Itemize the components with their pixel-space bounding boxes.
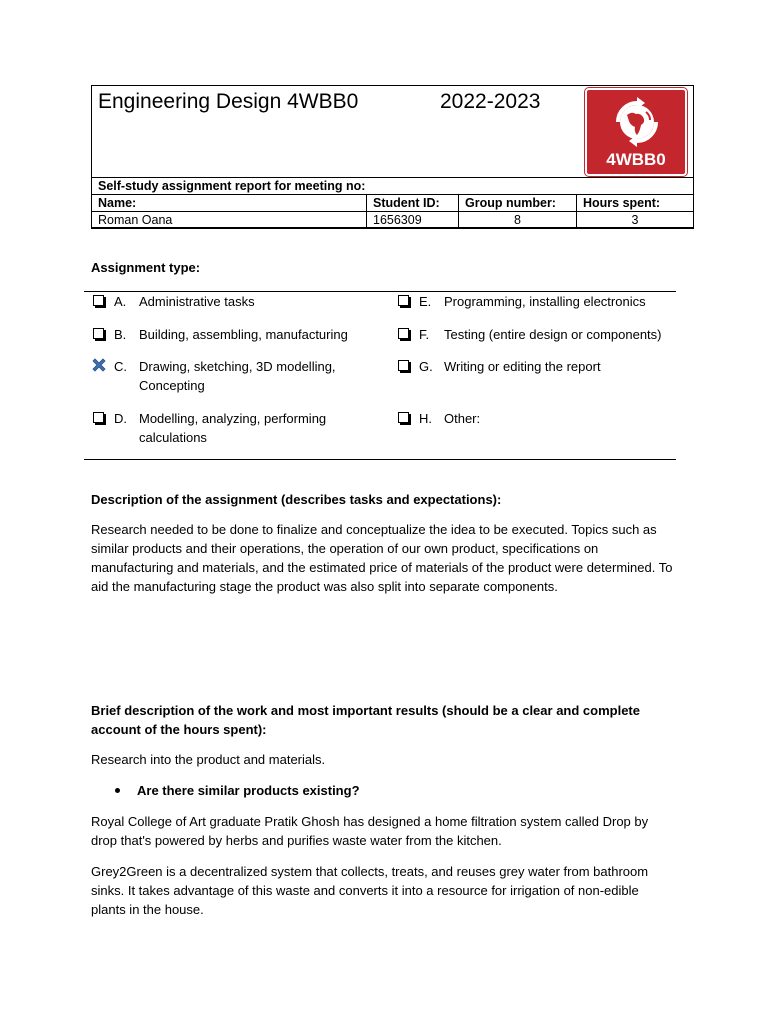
checkbox-icon[interactable]	[93, 412, 104, 423]
work-para-2: Grey2Green is a decentralized system that collects, treats, and reuses grey water from bathroom sinks. It takes advantage of this waste and converts it into a resource for irrigation of non-edible plants in the house.	[91, 864, 649, 917]
assignment-bottom-divider	[84, 459, 676, 460]
work-intro: Research into the product and materials.	[91, 752, 326, 767]
bullet-text: Are there similar products existing?	[137, 783, 360, 798]
checkbox-icon[interactable]	[93, 295, 104, 306]
assignment-type-label: Assignment type:	[91, 260, 201, 275]
bullet-dot	[115, 788, 120, 793]
meeting-label: Self-study assignment report for meeting no:	[92, 178, 694, 195]
checked-x-icon[interactable]	[91, 357, 107, 373]
values-row	[92, 212, 694, 229]
group-value: 8	[459, 212, 577, 229]
header-box	[91, 85, 694, 228]
description-heading: Description of the assignment (describes tasks and expectations):	[91, 492, 502, 507]
col-student-id-header: Student ID:	[367, 195, 459, 212]
student-id-value: 1656309	[367, 212, 459, 229]
work-para-1: Royal College of Art graduate Pratik Ghosh has designed a home filtration system called Drop by drop that's powered by herbs and purifies waste water from the kitchen.	[91, 814, 649, 848]
name-value: Roman Oana	[92, 212, 367, 229]
checkbox-icon[interactable]	[398, 360, 409, 371]
info-table	[91, 177, 694, 229]
globe-recycle-icon	[610, 95, 664, 149]
col-hours-header: Hours spent:	[577, 195, 694, 212]
checkbox-icon[interactable]	[93, 328, 104, 339]
description-text: Research needed to be done to finalize and conceptualize the idea to be executed. Topics such as similar products and their operations, the operation of our own product, specifications on manufacturing and materials, and the estimated price of materials of the product were determined. To aid the manufacturing stage the product was also split into separate components.	[91, 522, 673, 594]
col-name-header: Name:	[92, 195, 367, 212]
document-title: Engineering Design 4WBB0	[98, 90, 359, 113]
hours-value: 3	[577, 212, 694, 229]
meeting-row	[92, 178, 694, 195]
checkbox-icon[interactable]	[398, 295, 409, 306]
logo-text: 4WBB0	[606, 150, 666, 169]
checkbox-icon[interactable]	[398, 412, 409, 423]
academic-year: 2022-2023	[440, 90, 541, 113]
col-group-header: Group number:	[459, 195, 577, 212]
course-logo	[585, 88, 687, 176]
work-heading: Brief description of the work and most important results (should be a clear and complete account of the hours spent):	[91, 703, 640, 737]
header-row	[92, 195, 694, 212]
checkbox-icon[interactable]	[398, 328, 409, 339]
